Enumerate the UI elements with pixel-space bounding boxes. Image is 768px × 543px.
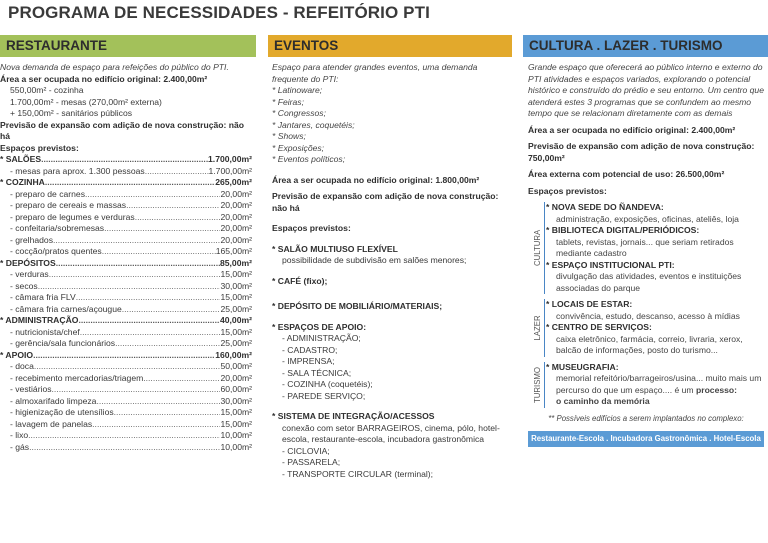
item-label: * DEPÓSITOS: [0, 257, 56, 268]
eventos-header: EVENTOS: [268, 35, 512, 57]
cultura-item-text: administração, exposições, oficinas, ateliês, loja: [556, 213, 739, 224]
item-value: 40,00m²: [219, 315, 252, 325]
dot-leader: [56, 258, 220, 270]
tag-lazer: LAZER: [533, 315, 542, 341]
item-value: 25,00m²: [220, 338, 252, 348]
item-label: - higienização de utensílios: [10, 407, 114, 417]
restaurante-item-row: [0, 361, 252, 373]
item-value: 20,00m²: [220, 372, 252, 383]
cultura-item-text: tablets, revistas, jornais... que seriam retirados mediante cadastro: [556, 236, 734, 258]
lazer-item-head: * LOCAIS DE ESTAR:: [546, 299, 633, 309]
item-value: 15,00m²: [220, 292, 252, 302]
dot-leader: [115, 338, 220, 350]
cultura-header: CULTURA . LAZER . TURISMO: [523, 35, 768, 57]
eventos-column: [268, 35, 512, 480]
page-title: PROGRAMA DE NECESSIDADES - REFEITÓRIO PTI: [8, 3, 430, 22]
restaurante-group-row: [0, 154, 252, 166]
item-label: * COZINHA: [0, 177, 45, 187]
eventos-bullet: * Feiras;: [272, 96, 304, 107]
eventos-sistema: * SISTEMA DE INTEGRAÇÃO/ACESSOS: [272, 411, 435, 421]
item-label: - gerência/sala funcionários: [10, 338, 116, 348]
restaurante-items-list: [0, 154, 252, 453]
divider: [544, 362, 545, 408]
eventos-bullet: * Congressos;: [272, 108, 326, 118]
item-value: 85,00m²: [219, 257, 252, 268]
dot-leader: [135, 212, 221, 224]
eventos-bullet: * Eventos políticos;: [272, 154, 346, 164]
item-label: * ADMINISTRAÇÃO: [0, 315, 79, 325]
item-label: - câmara fria carnes/açougue: [10, 303, 122, 314]
restaurante-item-row: [0, 407, 252, 419]
item-label: - lixo: [10, 430, 29, 440]
restaurante-item-row: [0, 304, 252, 316]
restaurante-item-row: [0, 246, 252, 258]
dot-leader: [114, 407, 221, 419]
dot-leader: [80, 327, 221, 339]
item-label: - preparo de carnes: [10, 188, 85, 199]
item-value: 20,00m²: [220, 200, 252, 210]
item-value: 20,00m²: [220, 223, 252, 233]
eventos-sistema-item: - CICLOVIA;: [282, 445, 330, 456]
item-label: * SALÕES: [0, 154, 42, 164]
eventos-intro: Espaço para atender grandes eventos, uma demanda frequente do PTI:: [272, 62, 478, 84]
lazer-item-text: caixa eletrônico, farmácia, correio, livraria, xerox, balcão de informações, posto do turismo...: [556, 333, 743, 355]
dot-leader: [85, 189, 220, 201]
restaurante-item-row: [0, 338, 252, 350]
item-value: 20,00m²: [220, 234, 252, 245]
restaurante-item-row: [0, 166, 252, 178]
restaurante-item-row: [0, 430, 252, 442]
item-label: - doca: [10, 361, 34, 371]
eventos-sistema-item: - TRANSPORTE CIRCULAR (terminal);: [282, 468, 434, 479]
restaurante-item-row: [0, 189, 252, 201]
item-value: 1.700,00m²: [208, 154, 252, 164]
turismo-text: memorial refeitório/barrageiros/usina... muito mais um percurso do que um espaço.... é um: [556, 373, 762, 395]
eventos-bullet: * Exposições;: [272, 142, 325, 153]
restaurante-item-row: [0, 223, 252, 235]
tag-cultura: CULTURA: [533, 229, 542, 267]
item-label: - grelhados: [10, 234, 53, 245]
eventos-sistema-item: - PASSARELA;: [282, 457, 341, 467]
restaurante-group-row: [0, 315, 252, 327]
item-label: - gás: [10, 441, 30, 452]
restaurante-group-row: [0, 350, 252, 362]
cultura-footer: [528, 412, 764, 447]
dot-leader: [28, 430, 220, 442]
turismo-item-head: * MUSEUGRAFIA:: [546, 361, 619, 372]
lazer-item-text: convivência, estudo, descanso, acesso à mídias: [556, 310, 740, 321]
item-value: 30,00m²: [220, 395, 252, 406]
dot-leader: [34, 361, 221, 373]
item-value: 25,00m²: [220, 303, 252, 314]
dot-leader: [49, 269, 221, 281]
item-label: * APOIO: [0, 349, 34, 360]
restaurante-item-row: [0, 292, 252, 304]
eventos-area-title: Área a ser ocupada no edifício original: 1.800,00m²: [272, 174, 480, 185]
restaurante-group-row: [0, 258, 252, 270]
dot-leader: [126, 200, 220, 212]
restaurante-item-row: [0, 327, 252, 339]
dot-leader: [33, 350, 215, 362]
dot-leader: [96, 396, 220, 408]
eventos-apoio-item: - SALA TÉCNICA;: [282, 367, 352, 378]
eventos-cafe: * CAFÉ (fixo);: [272, 275, 328, 286]
dot-leader: [29, 442, 220, 454]
eventos-deposito: * DEPÓSITO DE MOBILIÁRIO/MATERIAIS;: [272, 301, 443, 311]
lazer-item-head: * CENTRO DE SERVIÇOS:: [546, 322, 652, 332]
eventos-apoio-item: - COZINHA (coquetéis);: [282, 379, 373, 389]
cultura-note: ** Possíveis edifícios a serem implantados no complexo:: [548, 413, 744, 423]
item-label: - preparo de cereais e massas: [10, 200, 127, 210]
eventos-expansao: Previsão de expansão com adição de nova construção: não há: [272, 191, 499, 213]
restaurante-item-row: [0, 384, 252, 396]
item-label: - cocção/pratos quentes: [10, 246, 102, 256]
item-value: 10,00m²: [220, 441, 252, 452]
eventos-espacos-title: Espaços previstos:: [272, 223, 351, 233]
item-label: - nutricionista/chef: [10, 326, 80, 337]
item-value: 15,00m²: [220, 326, 252, 337]
section-lazer: [532, 299, 764, 357]
dot-leader: [45, 177, 215, 189]
item-value: 165,00m²: [215, 246, 252, 256]
area-line: + 150,00m² - sanitários públicos: [10, 108, 133, 118]
area-line: 1.700,00m² - mesas (270,00m² externa): [10, 96, 162, 107]
eventos-apoio-item: - IMPRENSA;: [282, 356, 335, 366]
eventos-sistema-desc: conexão com setor BARRAGEIROS, cinema, pólo, hotel-escola, restaurante-escola, incubadora gastronômica: [282, 422, 500, 444]
item-value: 60,00m²: [220, 384, 252, 394]
dot-leader: [53, 235, 220, 247]
dot-leader: [76, 292, 221, 304]
cultura-item-text: divulgação das atividades, eventos e instituições associadas do parque: [556, 271, 742, 293]
restaurante-item-row: [0, 269, 252, 281]
eventos-apoio-item: - CADASTRO;: [282, 344, 338, 355]
restaurante-item-row: [0, 235, 252, 247]
turismo-bold-1: processo:: [695, 384, 738, 395]
cultura-espacos-title: Espaços previstos:: [528, 185, 607, 196]
item-value: 20,00m²: [220, 211, 252, 222]
item-value: 15,00m²: [220, 407, 252, 417]
divider: [544, 299, 545, 357]
item-value: 30,00m²: [220, 280, 252, 291]
cultura-footer-bar: Restaurante-Escola . Incubadora Gastronômica . Hotel-Escola: [528, 431, 764, 447]
divider: [544, 202, 545, 294]
cultura-area-title: Área a ser ocupada no edifício original: 2.400,00m²: [528, 124, 736, 135]
item-value: 265,00m²: [215, 177, 252, 187]
cultura-intro: Grande espaço que oferecerá ao público interno e externo do PTI atividades e espaços variados, explorando o potencial histórico e construído do prédio e seu entorno. Um centro que atenderá estes 3 programas que se confundem ao mesmo tempo que se relacionam diretamente com as demais: [528, 62, 764, 118]
cultura-item-head: * ESPAÇO INSTITUCIONAL PTI:: [546, 259, 675, 270]
item-label: - lavagem de panelas: [10, 418, 93, 429]
eventos-bullet: * Shows;: [272, 131, 306, 141]
cultura-spaces-box: [532, 202, 764, 408]
eventos-salao-desc: possibilidade de subdivisão em salões menores;: [282, 255, 467, 265]
eventos-bullet: * Jantares, coquetéis;: [272, 119, 355, 130]
cultura-item-head: * NOVA SEDE DO ÑANDEVA:: [546, 202, 664, 212]
restaurante-item-row: [0, 373, 252, 385]
eventos-bullet: * Latinoware;: [272, 85, 323, 95]
cultura-column: [523, 35, 768, 447]
cultura-item-head: * BIBLIOTECA DIGITAL/PERIÓDICOS:: [546, 225, 700, 235]
tag-turismo: TURISMO: [533, 366, 542, 403]
eventos-apoio-item: - ADMINISTRAÇÃO;: [282, 333, 361, 343]
dot-leader: [104, 223, 220, 235]
restaurante-item-row: [0, 281, 252, 293]
restaurante-item-row: [0, 212, 252, 224]
restaurante-area-title: Área a ser ocupada no edifício original: 2.400,00m²: [0, 73, 208, 84]
turismo-item-text: [546, 373, 764, 408]
item-value: 20,00m²: [220, 188, 252, 199]
item-label: - mesas para aprox. 1.300 pessoas: [10, 165, 145, 176]
item-label: - câmara fria FLV: [10, 292, 76, 302]
restaurante-item-row: [0, 442, 252, 454]
item-value: 1.700,00m²: [208, 165, 252, 176]
dot-leader: [38, 281, 221, 293]
dot-leader: [122, 304, 221, 316]
turismo-bold-2: o caminho da memória: [556, 396, 650, 406]
restaurante-column: [0, 35, 256, 453]
dot-leader: [92, 419, 220, 431]
restaurante-intro: Nova demanda de espaço para refeições do público do PTI.: [0, 62, 229, 72]
restaurante-expansao: Previsão de expansão com adição de nova construção: não há: [0, 119, 245, 141]
item-label: - secos: [10, 280, 38, 291]
dot-leader: [145, 166, 209, 178]
restaurante-espacos-title: Espaços previstos:: [0, 142, 79, 153]
dot-leader: [78, 315, 220, 327]
item-value: 160,00m²: [215, 349, 252, 360]
item-label: - vestiários: [10, 384, 52, 394]
eventos-apoio: * ESPAÇOS DE APOIO:: [272, 321, 367, 332]
item-value: 15,00m²: [220, 418, 252, 429]
cultura-externa: Área externa com potencial de uso: 26.500,00m²: [528, 169, 725, 179]
item-value: 50,00m²: [220, 361, 252, 371]
eventos-apoio-item: - PAREDE SERVIÇO;: [282, 390, 366, 401]
area-line: 550,00m² - cozinha: [10, 85, 84, 95]
item-label: - preparo de legumes e verduras: [10, 211, 135, 222]
dot-leader: [143, 373, 220, 385]
item-label: - almoxarifado limpeza: [10, 395, 97, 406]
restaurante-item-row: [0, 419, 252, 431]
eventos-salao: * SALÃO MULTIUSO FLEXÍVEL: [272, 243, 398, 254]
item-label: - verduras: [10, 269, 49, 279]
dot-leader: [102, 246, 216, 258]
dot-leader: [52, 384, 221, 396]
restaurante-group-row: [0, 177, 252, 189]
item-value: 10,00m²: [220, 430, 252, 440]
restaurante-item-row: [0, 200, 252, 212]
section-turismo: [532, 362, 764, 408]
dot-leader: [41, 154, 208, 166]
cultura-expansao: Previsão de expansão com adição de nova construção: 750,00m²: [528, 141, 755, 163]
item-label: - confeitaria/sobremesas: [10, 223, 105, 233]
restaurante-header: RESTAURANTE: [0, 35, 256, 57]
restaurante-item-row: [0, 396, 252, 408]
item-value: 15,00m²: [220, 269, 252, 279]
section-cultura: [532, 202, 764, 294]
item-label: - recebimento mercadorias/triagem: [10, 372, 144, 383]
